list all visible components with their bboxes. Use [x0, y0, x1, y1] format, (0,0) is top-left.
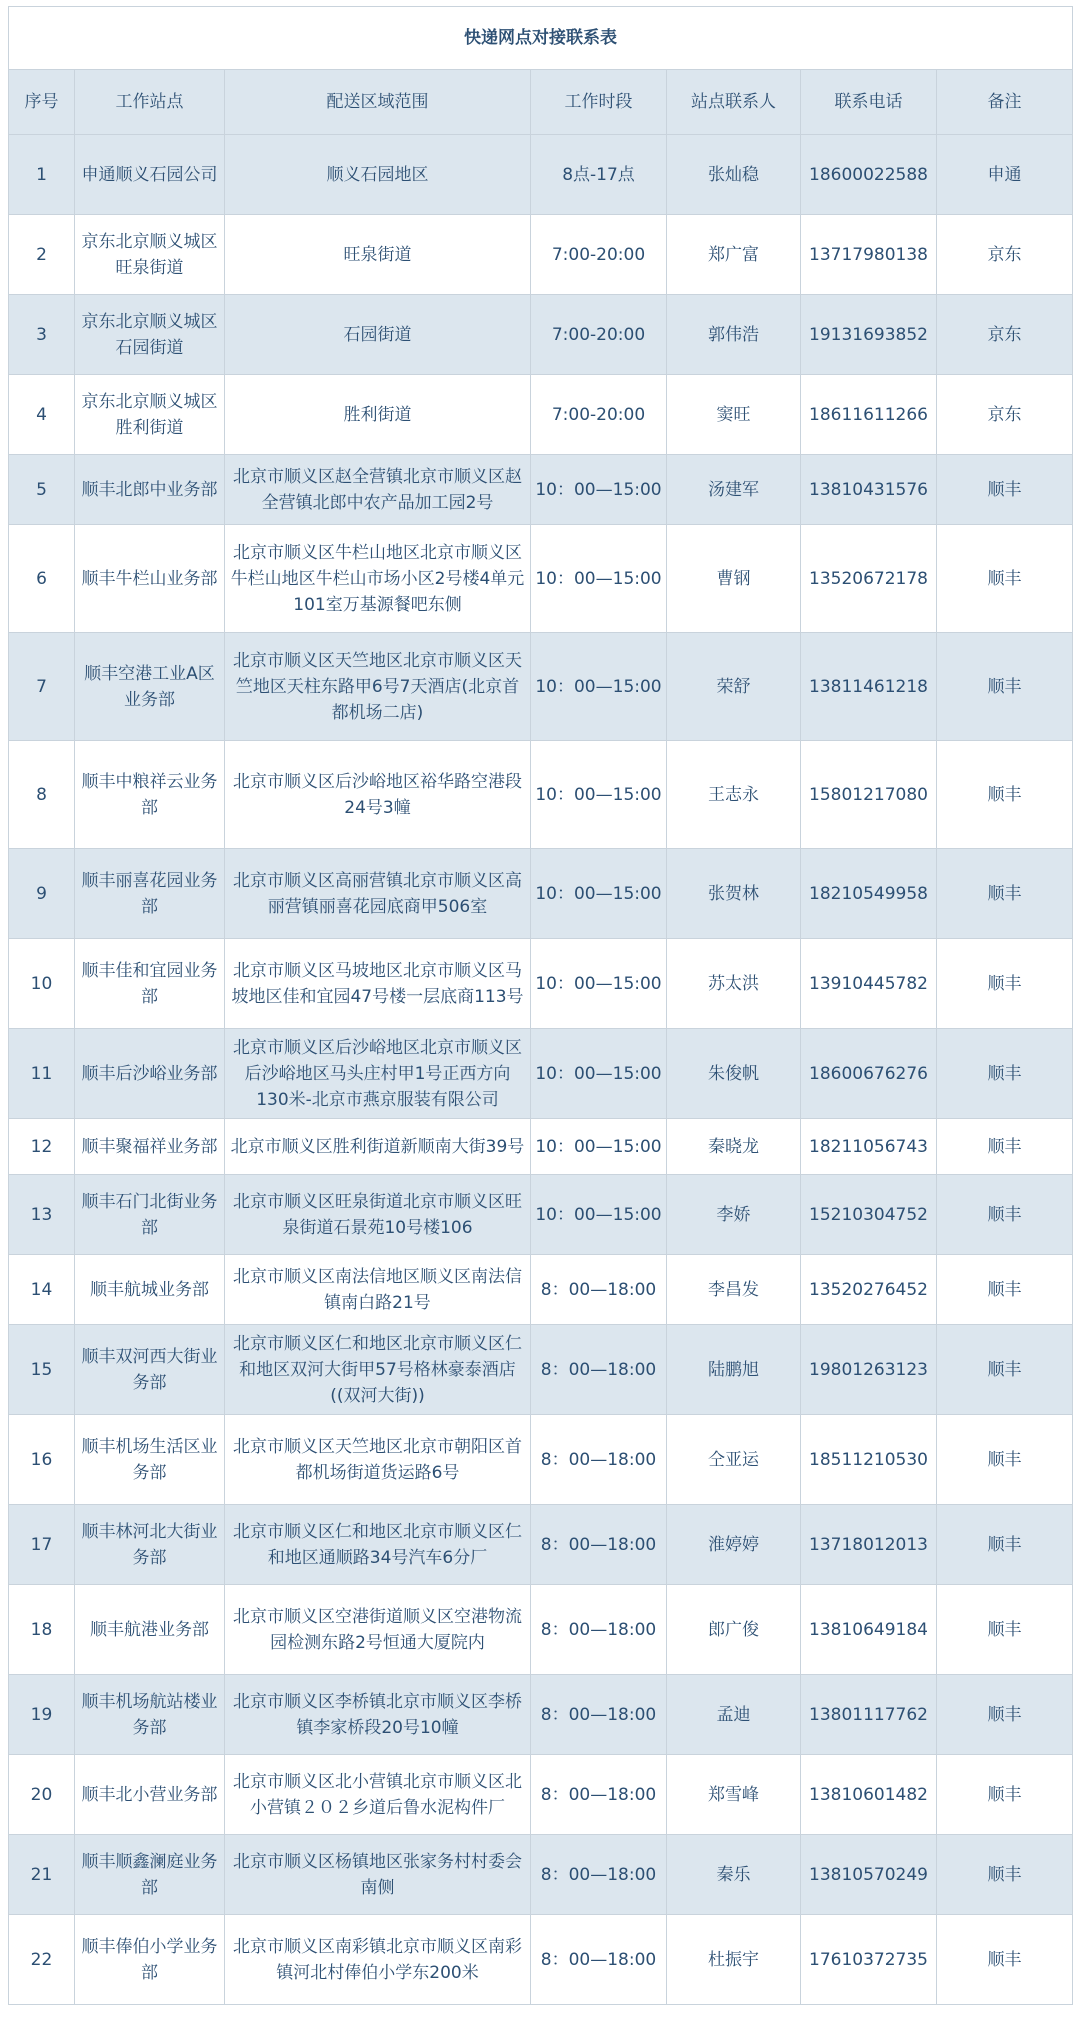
cell-note: 顺丰	[937, 1915, 1073, 2005]
cell-contact: 张灿稳	[667, 135, 801, 215]
cell-phone: 19131693852	[801, 295, 937, 375]
cell-note: 顺丰	[937, 1255, 1073, 1325]
cell-station: 顺丰顺鑫澜庭业务部	[75, 1835, 225, 1915]
header-station: 工作站点	[75, 70, 225, 135]
cell-index: 19	[9, 1675, 75, 1755]
table-row	[9, 1755, 1073, 1835]
cell-contact: 李娇	[667, 1175, 801, 1255]
contact-table	[8, 6, 1073, 2005]
cell-area: 北京市顺义区赵全营镇北京市顺义区赵全营镇北郎中农产品加工园2号	[225, 455, 531, 525]
cell-contact: 郭伟浩	[667, 295, 801, 375]
cell-station: 京东北京顺义城区旺泉街道	[75, 215, 225, 295]
cell-station: 京东北京顺义城区胜利街道	[75, 375, 225, 455]
cell-phone: 13810431576	[801, 455, 937, 525]
cell-index: 15	[9, 1325, 75, 1415]
header-hours: 工作时段	[531, 70, 667, 135]
cell-contact: 陆鹏旭	[667, 1325, 801, 1415]
cell-contact: 曹钢	[667, 525, 801, 633]
cell-note: 顺丰	[937, 1029, 1073, 1119]
cell-contact: 杜振宇	[667, 1915, 801, 2005]
cell-hours: 10：00—15:00	[531, 525, 667, 633]
cell-phone: 18511210530	[801, 1415, 937, 1505]
cell-area: 北京市顺义区北小营镇北京市顺义区北小营镇２０２乡道后鲁水泥构件厂	[225, 1755, 531, 1835]
cell-hours: 8：00—18:00	[531, 1835, 667, 1915]
cell-note: 顺丰	[937, 1755, 1073, 1835]
contact-table-container	[8, 6, 1072, 2005]
cell-station: 顺丰双河西大街业务部	[75, 1325, 225, 1415]
cell-index: 12	[9, 1119, 75, 1175]
cell-index: 14	[9, 1255, 75, 1325]
cell-index: 7	[9, 633, 75, 741]
cell-hours: 8：00—18:00	[531, 1755, 667, 1835]
header-index: 序号	[9, 70, 75, 135]
cell-index: 13	[9, 1175, 75, 1255]
cell-note: 顺丰	[937, 1325, 1073, 1415]
cell-station: 顺丰林河北大街业务部	[75, 1505, 225, 1585]
cell-hours: 8：00—18:00	[531, 1585, 667, 1675]
cell-index: 18	[9, 1585, 75, 1675]
cell-contact: 朱俊帆	[667, 1029, 801, 1119]
cell-phone: 19801263123	[801, 1325, 937, 1415]
cell-station: 申通顺义石园公司	[75, 135, 225, 215]
cell-area: 北京市顺义区杨镇地区张家务村村委会南侧	[225, 1835, 531, 1915]
table-title: 快递网点对接联系表	[9, 7, 1073, 70]
cell-phone: 15210304752	[801, 1175, 937, 1255]
cell-contact: 郎广俊	[667, 1585, 801, 1675]
cell-contact: 张贺林	[667, 849, 801, 939]
cell-phone: 13810601482	[801, 1755, 937, 1835]
cell-contact: 汤建军	[667, 455, 801, 525]
table-row	[9, 1119, 1073, 1175]
cell-index: 4	[9, 375, 75, 455]
cell-station: 顺丰牛栏山业务部	[75, 525, 225, 633]
cell-area: 北京市顺义区仁和地区北京市顺义区仁和地区通顺路34号汽车6分厂	[225, 1505, 531, 1585]
cell-note: 顺丰	[937, 939, 1073, 1029]
cell-hours: 8：00—18:00	[531, 1415, 667, 1505]
cell-station: 顺丰俸伯小学业务部	[75, 1915, 225, 2005]
table-row	[9, 295, 1073, 375]
cell-phone: 18611611266	[801, 375, 937, 455]
cell-station: 顺丰航港业务部	[75, 1585, 225, 1675]
cell-note: 顺丰	[937, 455, 1073, 525]
cell-area: 北京市顺义区天竺地区北京市顺义区天竺地区天柱东路甲6号7天酒店(北京首都机场二店)	[225, 633, 531, 741]
cell-phone: 13520672178	[801, 525, 937, 633]
cell-index: 11	[9, 1029, 75, 1119]
cell-station: 顺丰机场航站楼业务部	[75, 1675, 225, 1755]
header-contact: 站点联系人	[667, 70, 801, 135]
cell-note: 京东	[937, 375, 1073, 455]
cell-index: 16	[9, 1415, 75, 1505]
cell-station: 顺丰后沙峪业务部	[75, 1029, 225, 1119]
cell-note: 顺丰	[937, 525, 1073, 633]
table-row	[9, 525, 1073, 633]
cell-hours: 8：00—18:00	[531, 1255, 667, 1325]
cell-hours: 8：00—18:00	[531, 1505, 667, 1585]
cell-index: 9	[9, 849, 75, 939]
cell-area: 北京市顺义区天竺地区北京市朝阳区首都机场街道货运路6号	[225, 1415, 531, 1505]
cell-note: 顺丰	[937, 1835, 1073, 1915]
cell-contact: 秦乐	[667, 1835, 801, 1915]
cell-hours: 8：00—18:00	[531, 1325, 667, 1415]
table-row	[9, 455, 1073, 525]
cell-area: 顺义石园地区	[225, 135, 531, 215]
cell-phone: 13910445782	[801, 939, 937, 1029]
cell-note: 顺丰	[937, 849, 1073, 939]
cell-note: 顺丰	[937, 1505, 1073, 1585]
cell-note: 顺丰	[937, 1585, 1073, 1675]
cell-index: 22	[9, 1915, 75, 2005]
cell-contact: 郑雪峰	[667, 1755, 801, 1835]
cell-station: 京东北京顺义城区石园街道	[75, 295, 225, 375]
table-row	[9, 215, 1073, 295]
cell-hours: 8：00—18:00	[531, 1915, 667, 2005]
cell-area: 北京市顺义区马坡地区北京市顺义区马坡地区佳和宜园47号楼一层底商113号	[225, 939, 531, 1029]
header-area: 配送区域范围	[225, 70, 531, 135]
cell-hours: 10：00—15:00	[531, 939, 667, 1029]
cell-phone: 18600022588	[801, 135, 937, 215]
table-row	[9, 1835, 1073, 1915]
cell-index: 5	[9, 455, 75, 525]
cell-station: 顺丰北小营业务部	[75, 1755, 225, 1835]
cell-phone: 18600676276	[801, 1029, 937, 1119]
header-row	[9, 70, 1073, 135]
cell-contact: 荣舒	[667, 633, 801, 741]
cell-note: 顺丰	[937, 633, 1073, 741]
cell-phone: 17610372735	[801, 1915, 937, 2005]
table-row	[9, 633, 1073, 741]
cell-index: 2	[9, 215, 75, 295]
cell-station: 顺丰空港工业A区业务部	[75, 633, 225, 741]
cell-contact: 窦旺	[667, 375, 801, 455]
table-row	[9, 1915, 1073, 2005]
cell-index: 8	[9, 741, 75, 849]
cell-index: 10	[9, 939, 75, 1029]
header-phone: 联系电话	[801, 70, 937, 135]
cell-note: 京东	[937, 215, 1073, 295]
cell-area: 北京市顺义区南法信地区顺义区南法信镇南白路21号	[225, 1255, 531, 1325]
cell-phone: 18210549958	[801, 849, 937, 939]
cell-index: 20	[9, 1755, 75, 1835]
table-row	[9, 1325, 1073, 1415]
cell-station: 顺丰航城业务部	[75, 1255, 225, 1325]
cell-hours: 7:00-20:00	[531, 375, 667, 455]
cell-hours: 10：00—15:00	[531, 455, 667, 525]
cell-note: 顺丰	[937, 741, 1073, 849]
cell-area: 北京市顺义区胜利街道新顺南大街39号	[225, 1119, 531, 1175]
cell-area: 旺泉街道	[225, 215, 531, 295]
cell-station: 顺丰北郎中业务部	[75, 455, 225, 525]
cell-station: 顺丰聚福祥业务部	[75, 1119, 225, 1175]
cell-contact: 苏太洪	[667, 939, 801, 1029]
cell-note: 顺丰	[937, 1675, 1073, 1755]
cell-phone: 13801117762	[801, 1675, 937, 1755]
cell-hours: 10：00—15:00	[531, 1119, 667, 1175]
cell-note: 申通	[937, 135, 1073, 215]
cell-index: 1	[9, 135, 75, 215]
table-row	[9, 1029, 1073, 1119]
cell-index: 3	[9, 295, 75, 375]
cell-area: 北京市顺义区后沙峪地区裕华路空港段24号3幢	[225, 741, 531, 849]
table-row	[9, 1415, 1073, 1505]
cell-hours: 10：00—15:00	[531, 633, 667, 741]
cell-hours: 10：00—15:00	[531, 849, 667, 939]
cell-contact: 淮婷婷	[667, 1505, 801, 1585]
cell-station: 顺丰石门北街业务部	[75, 1175, 225, 1255]
cell-hours: 7:00-20:00	[531, 295, 667, 375]
cell-hours: 10：00—15:00	[531, 1175, 667, 1255]
cell-phone: 15801217080	[801, 741, 937, 849]
cell-note: 京东	[937, 295, 1073, 375]
cell-area: 北京市顺义区牛栏山地区北京市顺义区牛栏山地区牛栏山市场小区2号楼4单元101室万基源餐吧东侧	[225, 525, 531, 633]
cell-hours: 10：00—15:00	[531, 1029, 667, 1119]
cell-area: 北京市顺义区后沙峪地区北京市顺义区后沙峪地区马头庄村甲1号正西方向130米-北京市燕京服装有限公司	[225, 1029, 531, 1119]
cell-hours: 8点-17点	[531, 135, 667, 215]
cell-area: 胜利街道	[225, 375, 531, 455]
table-row	[9, 849, 1073, 939]
cell-contact: 孟迪	[667, 1675, 801, 1755]
table-row	[9, 1175, 1073, 1255]
cell-area: 北京市顺义区空港街道顺义区空港物流园检测东路2号恒通大厦院内	[225, 1585, 531, 1675]
cell-area: 北京市顺义区高丽营镇北京市顺义区高丽营镇丽喜花园底商甲506室	[225, 849, 531, 939]
cell-index: 6	[9, 525, 75, 633]
cell-note: 顺丰	[937, 1175, 1073, 1255]
table-row	[9, 741, 1073, 849]
cell-phone: 13810649184	[801, 1585, 937, 1675]
cell-area: 石园街道	[225, 295, 531, 375]
cell-area: 北京市顺义区仁和地区北京市顺义区仁和地区双河大街甲57号格林豪泰酒店((双河大街))	[225, 1325, 531, 1415]
cell-index: 21	[9, 1835, 75, 1915]
cell-index: 17	[9, 1505, 75, 1585]
cell-contact: 仝亚运	[667, 1415, 801, 1505]
cell-phone: 18211056743	[801, 1119, 937, 1175]
table-row	[9, 1255, 1073, 1325]
cell-station: 顺丰机场生活区业务部	[75, 1415, 225, 1505]
table-body	[9, 135, 1073, 2005]
cell-hours: 10：00—15:00	[531, 741, 667, 849]
cell-phone: 13717980138	[801, 215, 937, 295]
cell-contact: 郑广富	[667, 215, 801, 295]
cell-contact: 王志永	[667, 741, 801, 849]
cell-hours: 8：00—18:00	[531, 1675, 667, 1755]
cell-phone: 13520276452	[801, 1255, 937, 1325]
table-row	[9, 1585, 1073, 1675]
cell-note: 顺丰	[937, 1415, 1073, 1505]
cell-contact: 秦晓龙	[667, 1119, 801, 1175]
cell-area: 北京市顺义区李桥镇北京市顺义区李桥镇李家桥段20号10幢	[225, 1675, 531, 1755]
cell-phone: 13811461218	[801, 633, 937, 741]
cell-area: 北京市顺义区旺泉街道北京市顺义区旺泉街道石景苑10号楼106	[225, 1175, 531, 1255]
table-row	[9, 1675, 1073, 1755]
table-row	[9, 1505, 1073, 1585]
cell-phone: 13718012013	[801, 1505, 937, 1585]
cell-station: 顺丰丽喜花园业务部	[75, 849, 225, 939]
cell-area: 北京市顺义区南彩镇北京市顺义区南彩镇河北村俸伯小学东200米	[225, 1915, 531, 2005]
header-note: 备注	[937, 70, 1073, 135]
table-row	[9, 135, 1073, 215]
cell-hours: 7:00-20:00	[531, 215, 667, 295]
table-row	[9, 375, 1073, 455]
table-row	[9, 939, 1073, 1029]
cell-contact: 李昌发	[667, 1255, 801, 1325]
cell-station: 顺丰佳和宜园业务部	[75, 939, 225, 1029]
cell-note: 顺丰	[937, 1119, 1073, 1175]
cell-phone: 13810570249	[801, 1835, 937, 1915]
cell-station: 顺丰中粮祥云业务部	[75, 741, 225, 849]
